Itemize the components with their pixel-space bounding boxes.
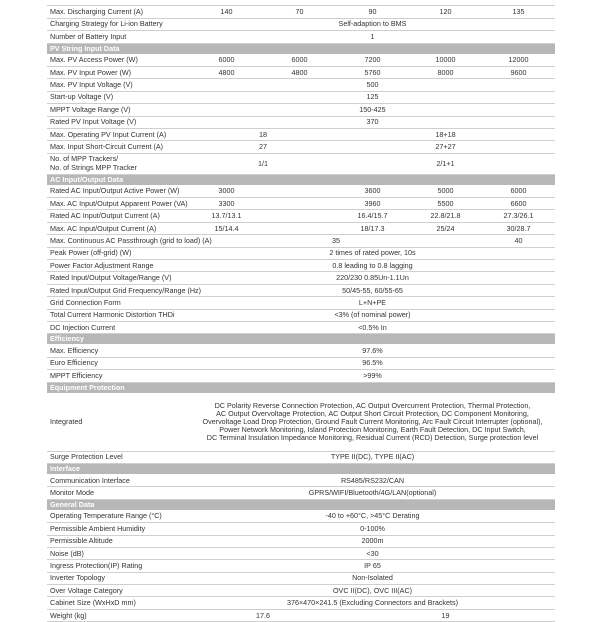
spec-row [47, 451, 555, 463]
spec-label: Rated PV Input Voltage (V) [47, 116, 190, 128]
spec-row [47, 474, 555, 486]
spec-value: 97.6% [190, 345, 555, 357]
spec-row [47, 523, 555, 535]
spec-label: Max. Continuous AC Passthrough (grid to load) (A) [47, 235, 190, 247]
spec-row [47, 535, 555, 547]
spec-value: 70 [263, 6, 336, 18]
spec-row [47, 210, 555, 222]
section-title: General Data [47, 499, 555, 510]
spec-row [47, 222, 555, 234]
spec-label: Operating Temperature Range (°C) [47, 510, 190, 522]
spec-label: Max. PV Input Power (W) [47, 66, 190, 78]
spec-value: 5760 [336, 66, 409, 78]
spec-row [47, 104, 555, 116]
spec-label: Euro Efficiency [47, 357, 190, 369]
section-header [47, 463, 555, 474]
spec-value: <0.5% In [190, 321, 555, 333]
spec-value: 6000 [482, 185, 555, 197]
spec-row [47, 272, 555, 284]
section-header [47, 382, 555, 393]
spec-row [47, 572, 555, 584]
section-header [47, 174, 555, 185]
spec-value: 96.5% [190, 357, 555, 369]
spec-value: 3000 [190, 185, 263, 197]
spec-row [47, 357, 555, 369]
spec-label: Max. PV Access Power (W) [47, 54, 190, 66]
spec-value: TYPE II(DC), TYPE II(AC) [190, 451, 555, 463]
protection-line: AC Output Overvoltage Protection, AC Output Short Circuit Protection, DC Component Monitoring, [216, 408, 529, 418]
spec-row [47, 185, 555, 197]
spec-value: 25/24 [409, 222, 482, 234]
spec-value: 18+18 [336, 128, 555, 140]
spec-row [47, 547, 555, 559]
spec-row [47, 198, 555, 210]
spec-row [47, 91, 555, 103]
spec-value: 500 [190, 79, 555, 91]
spec-value [263, 222, 336, 234]
spec-value: 10000 [409, 54, 482, 66]
spec-value: 7200 [336, 54, 409, 66]
spec-value: 6000 [263, 54, 336, 66]
spec-row [47, 560, 555, 572]
spec-row [47, 487, 555, 499]
spec-value: 35 [190, 235, 482, 247]
spec-value: IP 65 [190, 560, 555, 572]
section-header [47, 499, 555, 510]
spec-sheet [47, 0, 555, 622]
spec-value: 50/45-55, 60/55-65 [190, 284, 555, 296]
spec-table [47, 0, 555, 622]
spec-value: 0.8 leading to 0.8 lagging [190, 260, 555, 272]
spec-label: Max. Efficiency [47, 345, 190, 357]
spec-label-line: No. of Strings MPP Tracker [50, 162, 137, 172]
spec-label: Rated Input/Output Grid Frequency/Range (Hz) [47, 284, 190, 296]
spec-value: 4800 [263, 66, 336, 78]
spec-row [47, 345, 555, 357]
spec-value: >99% [190, 370, 555, 382]
spec-value: 16.4/15.7 [336, 210, 409, 222]
spec-value: <3% (of nominal power) [190, 309, 555, 321]
section-title: PV String Input Data [47, 43, 555, 54]
spec-value: 1 [190, 31, 555, 43]
spec-row [47, 116, 555, 128]
spec-value: 27+27 [336, 141, 555, 153]
spec-label: Max. Discharging Current (A) [47, 6, 190, 18]
spec-row [47, 393, 555, 451]
spec-row [47, 141, 555, 153]
spec-label: Rated AC Input/Output Active Power (W) [47, 185, 190, 197]
protection-line: Overvoltage Load Drop Protection, Ground Fault Current Monitoring, Arc Fault Circuit Interrupter (optional), [202, 416, 543, 426]
spec-value: <30 [190, 547, 555, 559]
spec-value: 3960 [336, 198, 409, 210]
spec-value: GPRS/WIFI/Bluetooth/4G/LAN(optional) [190, 487, 555, 499]
spec-label: Number of Battery Input [47, 31, 190, 43]
spec-label: Monitor Mode [47, 487, 190, 499]
spec-value: 40 [482, 235, 555, 247]
spec-row [47, 597, 555, 609]
spec-value [263, 198, 336, 210]
spec-row [47, 321, 555, 333]
spec-value: 2000m [190, 535, 555, 547]
spec-label: DC Injection Current [47, 321, 190, 333]
spec-value: 6600 [482, 198, 555, 210]
spec-label: Start-up Voltage (V) [47, 91, 190, 103]
spec-label: Integrated [47, 393, 190, 451]
section-header [47, 43, 555, 54]
spec-value: 3600 [336, 185, 409, 197]
spec-label: Cabinet Size (WxHxD mm) [47, 597, 190, 609]
spec-row [47, 6, 555, 18]
spec-value: 220/230 0.85Un-1.1Un [190, 272, 555, 284]
spec-label: Rated Input/Output Voltage/Range (V) [47, 272, 190, 284]
spec-value: Non-Isolated [190, 572, 555, 584]
spec-value: -40 to +60°C, >45°C Derating [190, 510, 555, 522]
spec-value: 1/1 [190, 153, 336, 174]
spec-label: Over Voltage Category [47, 585, 190, 597]
spec-label: Weight (kg) [47, 609, 190, 621]
spec-row [47, 247, 555, 259]
spec-value: 125 [190, 91, 555, 103]
spec-value: 376×470×241.5 (Excluding Connectors and Brackets) [190, 597, 555, 609]
spec-label: MPPT Efficiency [47, 370, 190, 382]
spec-value [190, 393, 555, 451]
spec-row [47, 54, 555, 66]
section-title: Efficiency [47, 334, 555, 345]
section-title: AC Input/Output Data [47, 174, 555, 185]
spec-value: 2/1+1 [336, 153, 555, 174]
spec-value: 9600 [482, 66, 555, 78]
spec-value: 0-100% [190, 523, 555, 535]
spec-value: 30/28.7 [482, 222, 555, 234]
spec-value: 13.7/13.1 [190, 210, 263, 222]
spec-label [47, 153, 190, 174]
spec-row [47, 128, 555, 140]
spec-row [47, 585, 555, 597]
spec-value: L+N+PE [190, 297, 555, 309]
spec-label: Permissible Ambient Humidity [47, 523, 190, 535]
section-title: Equipment Protection [47, 382, 555, 393]
spec-value: 19 [336, 609, 555, 621]
spec-row [47, 284, 555, 296]
spec-label: Max. AC Input/Output Apparent Power (VA) [47, 198, 190, 210]
spec-row [47, 309, 555, 321]
spec-value: RS485/RS232/CAN [190, 474, 555, 486]
spec-value: 12000 [482, 54, 555, 66]
spec-label: Max. Operating PV Input Current (A) [47, 128, 190, 140]
spec-label: Inverter Topology [47, 572, 190, 584]
spec-row [47, 260, 555, 272]
spec-value: 135 [482, 6, 555, 18]
spec-value: 6000 [190, 54, 263, 66]
spec-value: 18/17.3 [336, 222, 409, 234]
spec-label: Max. AC Input/Output Current (A) [47, 222, 190, 234]
spec-value: 22.8/21.8 [409, 210, 482, 222]
protection-line: Power Network Monitoring, Island Protection Monitoring, Earth Fault Detection, DC Input Switch, [219, 425, 526, 435]
spec-value [263, 185, 336, 197]
spec-value: 27 [190, 141, 336, 153]
spec-label-line: No. of MPP Trackers/ [50, 154, 119, 164]
spec-value: 8000 [409, 66, 482, 78]
spec-label: Power Factor Adjustment Range [47, 260, 190, 272]
spec-label: Communication Interface [47, 474, 190, 486]
spec-label: Charging Strategy for Li-ion Battery [47, 18, 190, 30]
spec-label: Surge Protection Level [47, 451, 190, 463]
spec-label: Rated AC Input/Output Current (A) [47, 210, 190, 222]
spec-label: Permissible Altitude [47, 535, 190, 547]
spec-value: 18 [190, 128, 336, 140]
spec-label: Max. Input Short-Circuit Current (A) [47, 141, 190, 153]
spec-value: 370 [190, 116, 555, 128]
spec-value: 27.3/26.1 [482, 210, 555, 222]
spec-value: OVC II(DC), OVC III(AC) [190, 585, 555, 597]
section-title: Interface [47, 463, 555, 474]
spec-row [47, 66, 555, 78]
spec-value: Self-adaption to BMS [190, 18, 555, 30]
spec-row [47, 609, 555, 621]
spec-row [47, 510, 555, 522]
spec-value [263, 210, 336, 222]
spec-row [47, 31, 555, 43]
spec-row [47, 370, 555, 382]
spec-row [47, 297, 555, 309]
spec-label: Grid Connection Form [47, 297, 190, 309]
spec-value: 140 [190, 6, 263, 18]
spec-label: Noise (dB) [47, 547, 190, 559]
spec-row [47, 235, 555, 247]
spec-value: 3300 [190, 198, 263, 210]
spec-value: 5000 [409, 185, 482, 197]
spec-label: Ingress Protection(IP) Rating [47, 560, 190, 572]
spec-label: Peak Power (off-grid) (W) [47, 247, 190, 259]
spec-label: MPPT Voltage Range (V) [47, 104, 190, 116]
spec-value: 17.6 [190, 609, 336, 621]
spec-row [47, 18, 555, 30]
spec-value: 90 [336, 6, 409, 18]
spec-value: 4800 [190, 66, 263, 78]
spec-row [47, 153, 555, 174]
spec-table-body [47, 0, 555, 622]
protection-line: DC Terminal Insulation Impedance Monitoring, Residual Current (RCD) Detection, Surge protection level [206, 433, 539, 443]
spec-value: 15/14.4 [190, 222, 263, 234]
protection-line: DC Polarity Reverse Connection Protection, AC Output Overcurrent Protection, Thermal Protection, [214, 400, 531, 410]
spec-value: 120 [409, 6, 482, 18]
spec-value: 2 times of rated power, 10s [190, 247, 555, 259]
spec-value: 5500 [409, 198, 482, 210]
spec-label: Total Current Harmonic Distortion THDi [47, 309, 190, 321]
spec-value: 150-425 [190, 104, 555, 116]
section-header [47, 334, 555, 345]
spec-row [47, 79, 555, 91]
spec-label: Max. PV Input Voltage (V) [47, 79, 190, 91]
